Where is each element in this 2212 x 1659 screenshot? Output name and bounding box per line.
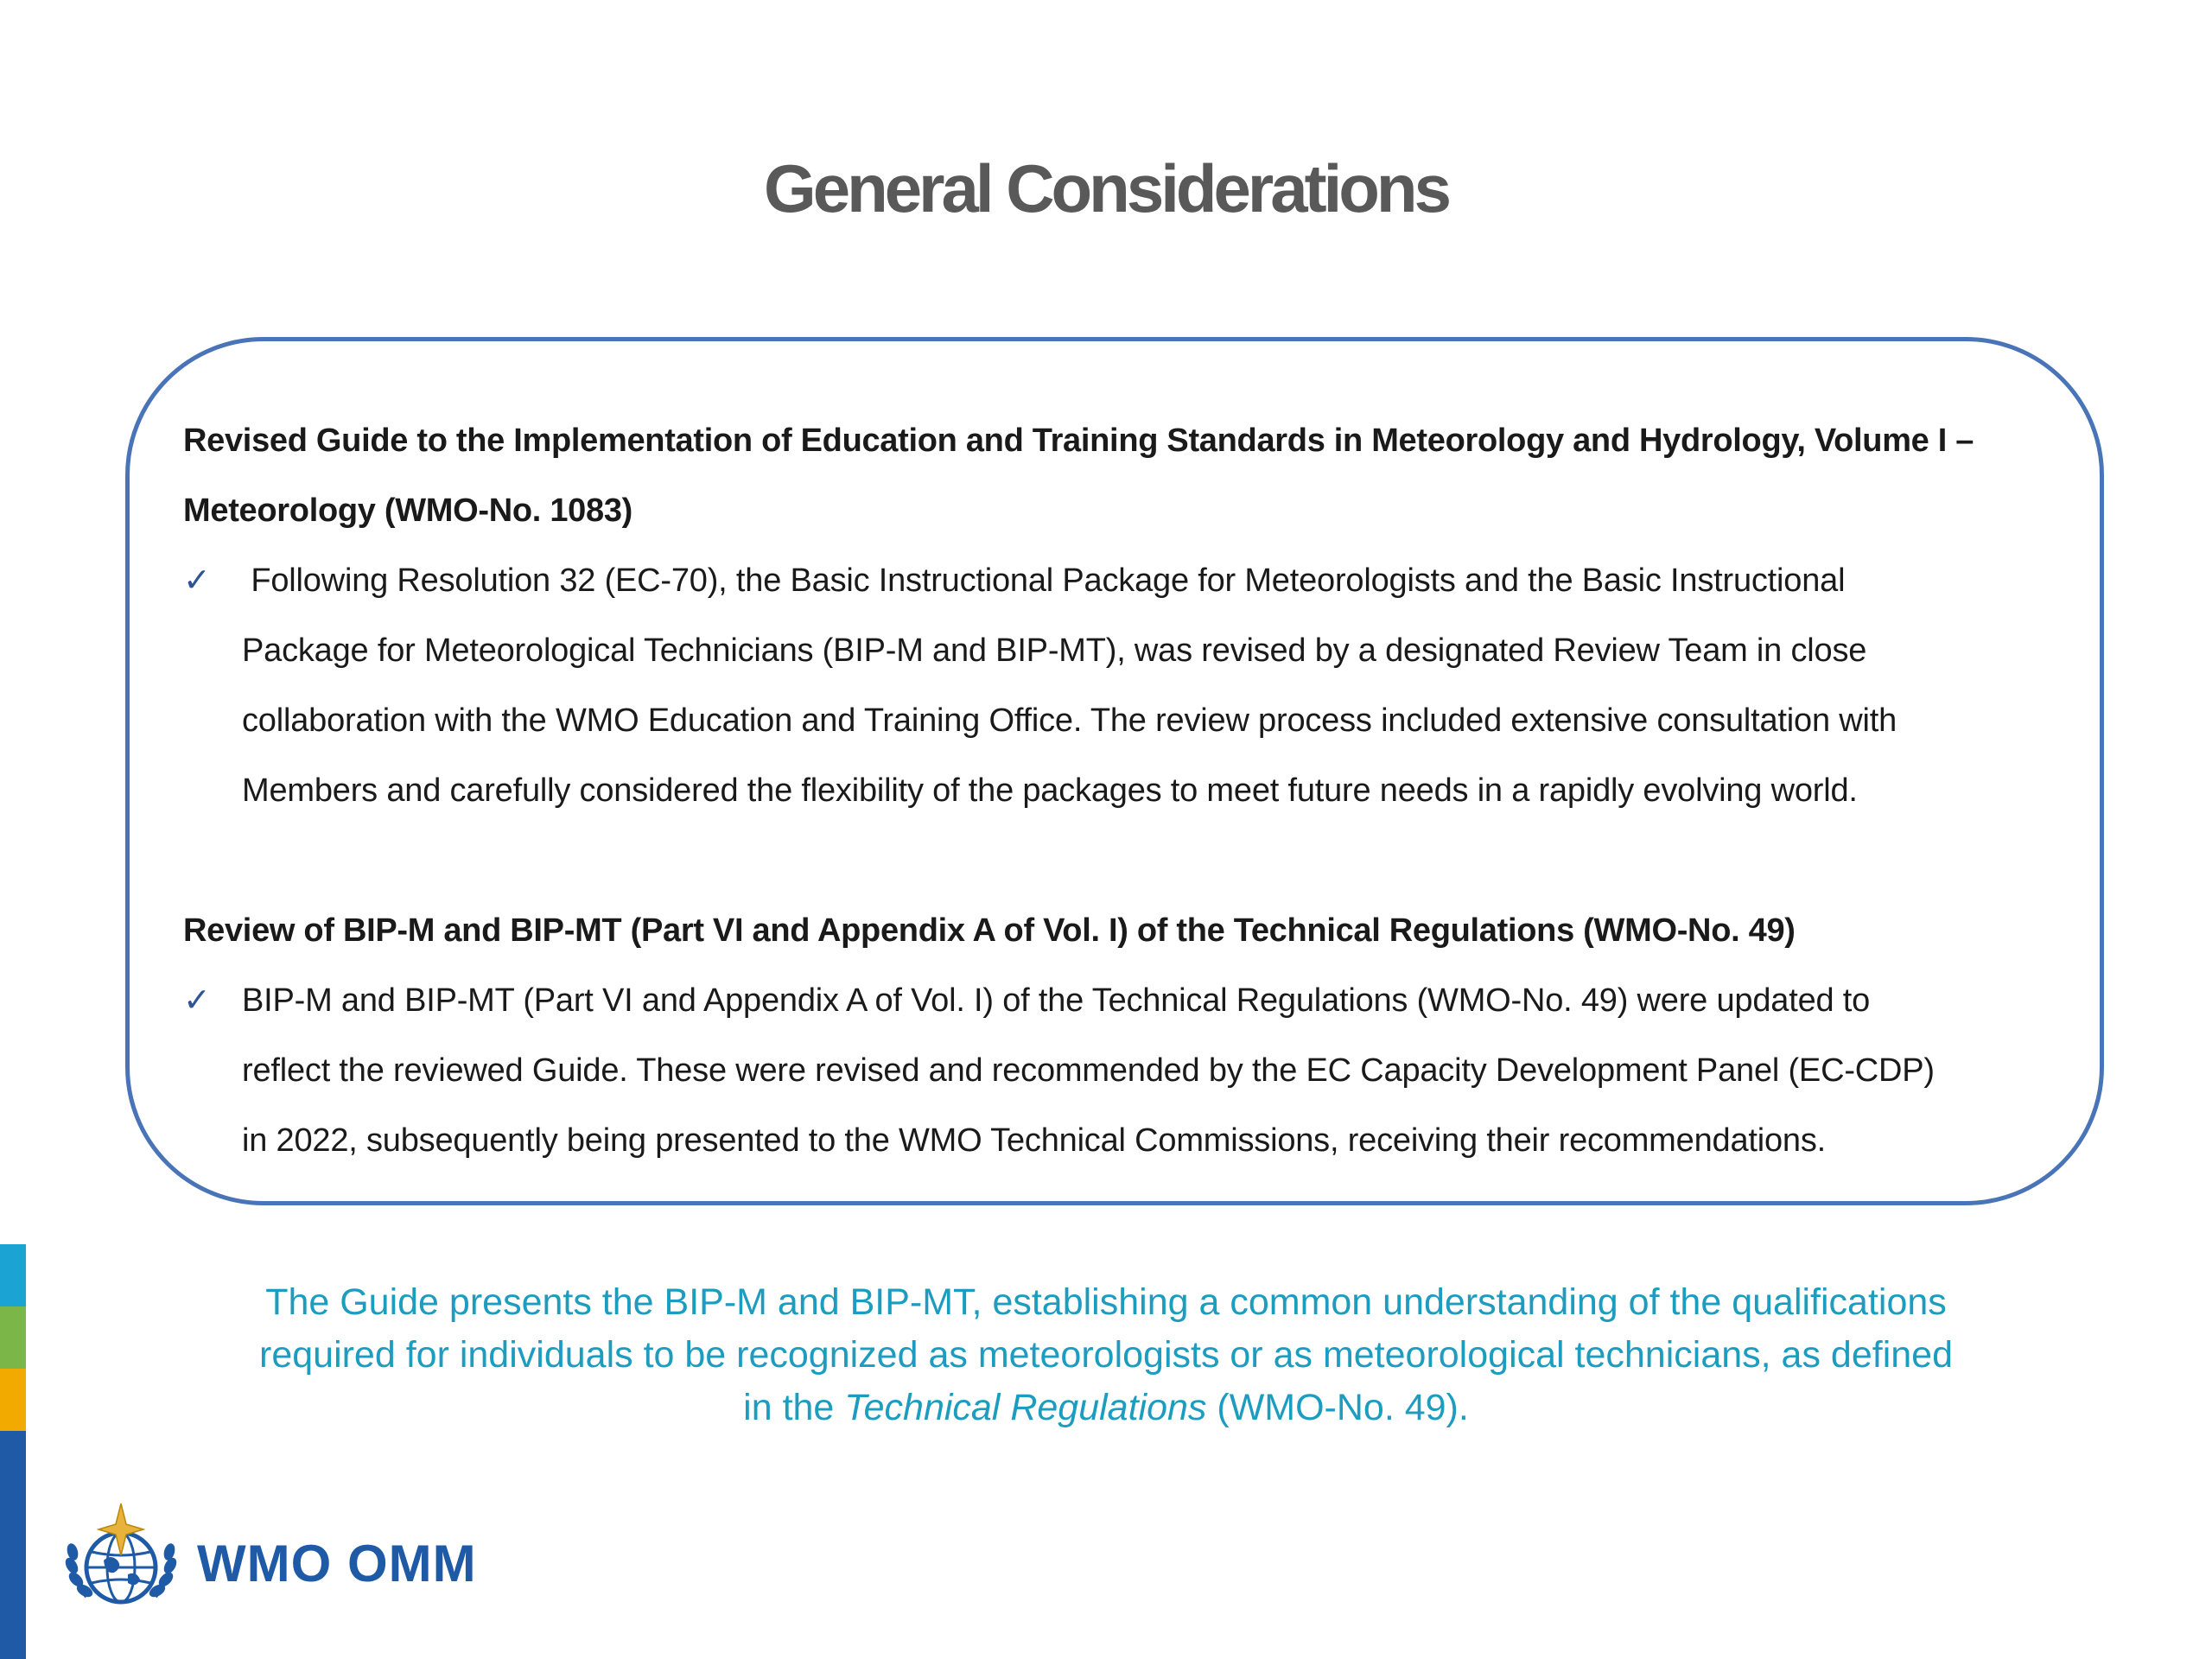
callout-line3 [156,1382,2056,1434]
color-bar-blue [0,1431,26,1659]
section1-heading-line1: Revised Guide to the Implementation of Education and Training Standards in Meteorology and Hydrology, Volume I – [183,423,1974,459]
checkmark-icon: ✓ [183,561,211,599]
checkmark-icon: ✓ [183,981,211,1019]
wmo-emblem-icon [60,1495,181,1616]
callout-line3-end: (WMO-No. 49). [1206,1387,1469,1428]
section1-bullet-line4: Members and carefully considered the flexibility of the packages to meet future needs in a rapidly evolving world. [242,772,1858,809]
section2-heading: Review of BIP-M and BIP-MT (Part VI and Appendix A of Vol. I) of the Technical Regulations (WMO-No. 49) [183,912,1796,949]
section1-bullet-line2: Package for Meteorological Technicians (BIP-M and BIP-MT), was revised by a designated Review Team in close [242,632,1867,669]
section2-bullet-line1: BIP-M and BIP-MT (Part VI and Appendix A of Vol. I) of the Technical Regulations (WMO-No. 49) were updated to [242,982,1871,1019]
section1-bullet-line1: Following Resolution 32 (EC-70), the Basic Instructional Package for Meteorologists and the Basic Instructional [242,563,1846,599]
callout-line2: required for individuals to be recognized as meteorologists or as meteorological technicians, as defined [259,1334,1953,1376]
slide-title: General Considerations [764,150,1448,226]
callout-line3-start: in the [743,1387,845,1428]
section1-bullet-line3: collaboration with the WMO Education and Training Office. The review process included extensive consultation with [242,702,1897,739]
section2-bullet-line3: in 2022, subsequently being presented to the WMO Technical Commissions, receiving their recommendations. [242,1122,1826,1159]
section2-bullet-line2: reflect the reviewed Guide. These were revised and recommended by the EC Capacity Development Panel (EC-CDP) [242,1052,1935,1089]
color-bar-green [0,1306,26,1369]
section1-heading-line2: Meteorology (WMO-No. 1083) [183,493,633,529]
summary-callout [156,1276,2056,1434]
color-bar-orange [0,1369,26,1431]
color-bar-cyan [0,1244,26,1306]
callout-line3-italic: Technical Regulations [844,1387,1207,1428]
callout-line1: The Guide presents the BIP-M and BIP-MT, establishing a common understanding of the qualifications [265,1281,1947,1323]
wmo-omm-wordmark: WMO OMM [197,1535,477,1592]
